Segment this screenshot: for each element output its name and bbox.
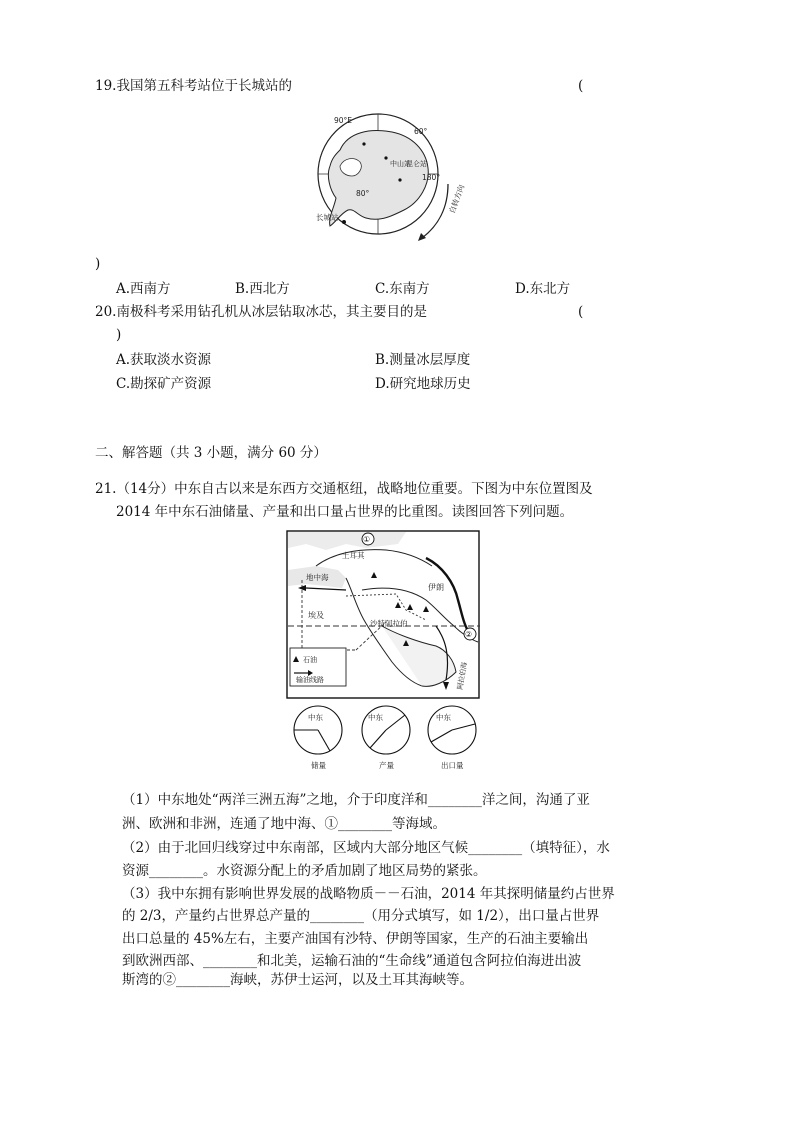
- q20-option-d: D.研究地球历史: [375, 376, 471, 392]
- pie-caption: 储量: [311, 761, 326, 770]
- q20-option-c: C.勘探矿产资源: [116, 376, 212, 392]
- q20-paren-close: ): [116, 327, 122, 343]
- q21-sub2-line2: 资源________。水资源分配上的矛盾加剧了地区局势的紧张。: [122, 863, 487, 879]
- label-180: 180°: [422, 173, 441, 182]
- label-station-a: 中山站: [390, 160, 411, 168]
- q19-option-b: B.西北方: [235, 281, 290, 297]
- pie-production: [362, 706, 410, 770]
- q20-paren-open: (: [578, 304, 584, 320]
- q19-option-a: A.西南方: [116, 281, 171, 297]
- label-turkey: 土耳其: [342, 551, 365, 560]
- section2-heading: 二、解答题（共 3 小题，满分 60 分）: [95, 445, 327, 461]
- pie-reserves: [294, 706, 342, 770]
- q19-paren-close: ): [95, 256, 101, 272]
- q21-sub3-line2: 的 2/3，产量约占世界总产量的________（用分式填写，如 1/2），出口量占世界: [122, 908, 600, 924]
- pie-exports: [428, 706, 476, 770]
- label-egypt: 埃及: [308, 611, 324, 620]
- antarctica-outline: [328, 131, 428, 226]
- label-arabian-sea: 阿拉伯海: [456, 661, 469, 691]
- legend-oil-label: 石油: [303, 656, 317, 664]
- pie-caption: 产量: [379, 761, 394, 770]
- label-saudi: 沙特阿拉伯: [370, 619, 408, 628]
- oil-share-pies: [286, 700, 486, 772]
- q20-option-b: B.测量冰层厚度: [375, 352, 471, 368]
- q21-sub1-line1: （1）中东地处“两洋三洲五海”之地，介于印度洋和________洋之间，沟通了亚: [122, 792, 590, 808]
- q21-sub2-line1: （2）由于北回归线穿过中东南部，区域内大部分地区气候________（填特征），水: [122, 840, 610, 856]
- arrowhead-icon: [418, 233, 426, 241]
- q21-sub3-line5: 斯湾的②________海峡，苏伊士运河，以及土耳其海峡等。: [122, 972, 473, 988]
- legend-route-label: 输油线路: [296, 676, 324, 684]
- middle-east-map: [286, 530, 480, 700]
- q21-sub3-line1: （3）我中东拥有影响世界发展的战略物质－－石油，2014 年其探明储量约占世界: [122, 886, 615, 902]
- station-dot: [384, 156, 387, 159]
- q20-stem: 20.南极科考采用钻孔机从冰层钻取冰芯，其主要目的是: [95, 304, 427, 320]
- q20-option-a: A.获取淡水资源: [116, 352, 212, 368]
- station-dot: [398, 178, 401, 181]
- q21-intro-line2: 2014 年中东石油储量、产量和出口量占世界的比重图。读图回答下列问题。: [116, 504, 574, 520]
- q19-option-c: C.东南方: [375, 281, 430, 297]
- pie-label: 中东: [308, 713, 323, 722]
- label-iran: 伊朗: [428, 583, 444, 592]
- label-60: 60°: [414, 127, 428, 136]
- label-station-b: 昆仑站: [406, 160, 427, 168]
- pie-label: 中东: [436, 713, 451, 722]
- map-marker-2: ②: [465, 630, 473, 639]
- q21-sub3-line4: 到欧洲西部、________和北美，运输石油的“生命线”通道包含阿拉伯海进出波: [122, 953, 582, 969]
- map-marker-1: ①: [363, 535, 371, 544]
- q19-stem: 19.我国第五科考站位于长城站的: [95, 78, 292, 94]
- label-changcheng: 长城站: [316, 213, 339, 222]
- pie-caption: 出口量: [441, 761, 464, 770]
- q21-intro-line1: 21.（14分）中东自古以来是东西方交通枢纽，战略地位重要。下图为中东位置图及: [95, 481, 593, 497]
- q19-paren-open: (: [578, 78, 584, 94]
- label-90e: 90°E: [334, 116, 353, 125]
- label-mediterranean: 地中海: [306, 573, 329, 582]
- pie-label: 中东: [368, 713, 383, 722]
- q21-sub1-line2: 洲、欧洲和非洲，连通了地中海、①________等海域。: [122, 816, 446, 832]
- q21-sub3-line3: 出口总量的 45%左右，主要产油国有沙特、伊朗等国家，生产的石油主要输出: [122, 931, 589, 947]
- station-dot: [362, 142, 365, 145]
- label-rotation: 自转方向: [447, 183, 467, 215]
- antarctica-polar-figure: [300, 110, 470, 245]
- label-80: 80°: [356, 189, 370, 198]
- q19-option-d: D.东北方: [515, 281, 571, 297]
- changcheng-station-dot: [342, 220, 346, 224]
